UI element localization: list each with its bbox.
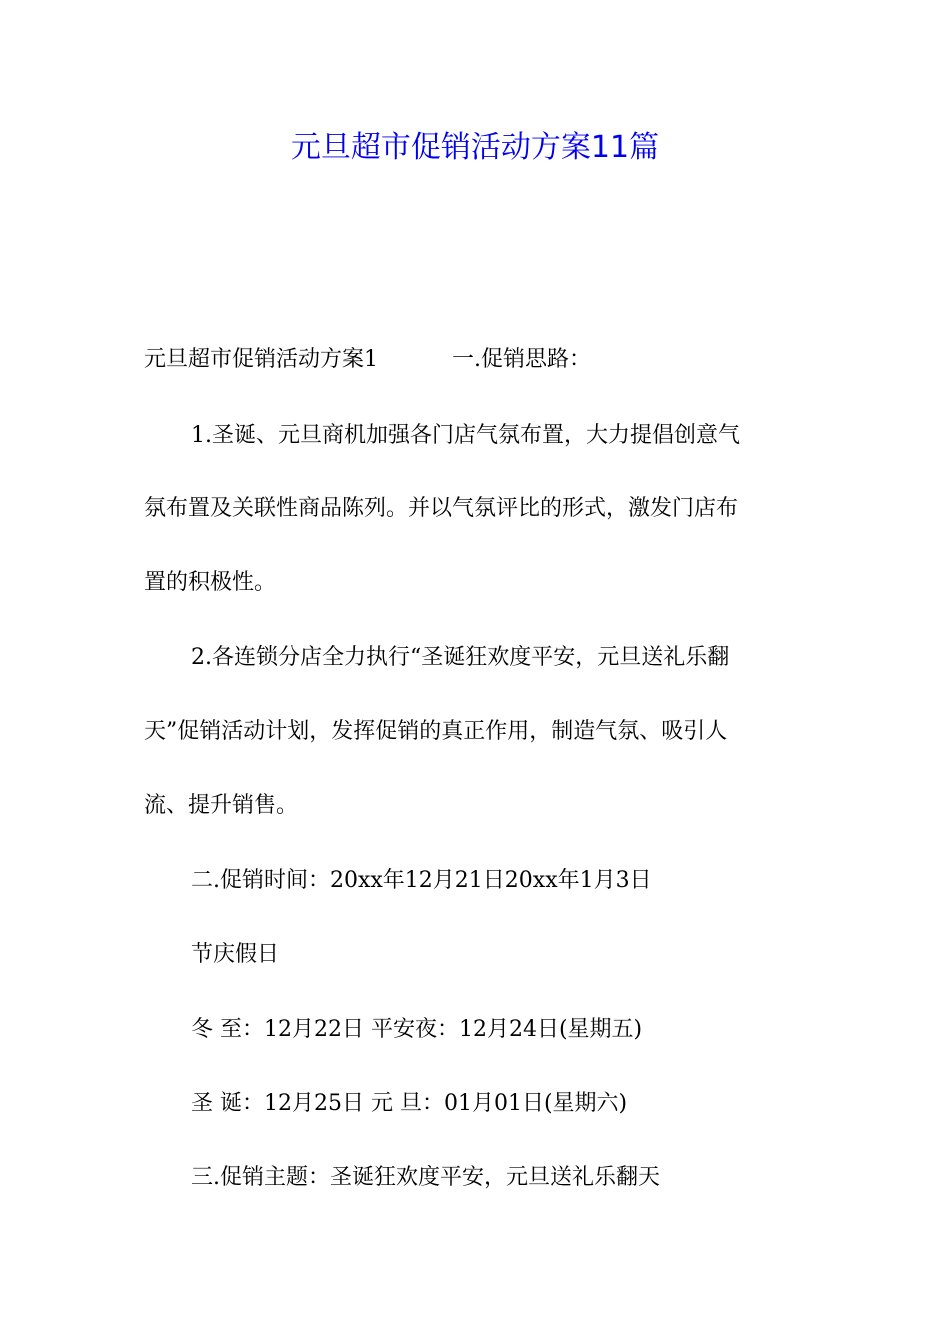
holidays-line-2: 圣 诞：12月25日 元 旦：01月01日(星期六)	[191, 1091, 628, 1116]
plan-1-heading: 元旦超市促销活动方案1	[144, 347, 378, 372]
paragraph-1-line-1: 1.圣诞、元旦商机加强各门店气氛布置，大力提倡创意气	[191, 423, 740, 448]
paragraph-1-line-2: 氛布置及关联性商品陈列。并以气氛评比的形式，激发门店布	[144, 496, 739, 521]
paragraph-2-line-3: 流、提升销售。	[144, 793, 299, 818]
paragraph-1-line-3: 置的积极性。	[144, 570, 277, 595]
holidays-heading: 节庆假日	[191, 942, 280, 967]
promotion-theme-line: 三.促销主题：圣诞狂欢度平安，元旦送礼乐翻天	[191, 1165, 660, 1190]
holidays-line-1: 冬 至：12月22日 平安夜：12月24日(星期五)	[191, 1017, 643, 1042]
document-title: 元旦超市促销活动方案11篇	[290, 130, 660, 165]
paragraph-2-line-2: 天”促销活动计划，发挥促销的真正作用，制造气氛、吸引人	[144, 719, 728, 744]
section-1-heading: 一.促销思路：	[452, 347, 591, 372]
promotion-time-line: 二.促销时间：20xx年12月21日20xx年1月3日	[191, 868, 652, 893]
paragraph-2-line-1: 2.各连锁分店全力执行“圣诞狂欢度平安，元旦送礼乐翻	[191, 645, 730, 670]
